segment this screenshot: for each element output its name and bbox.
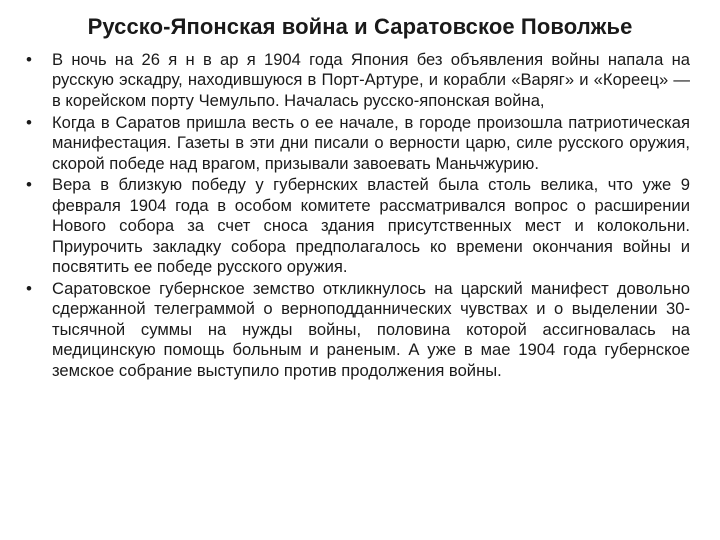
list-item bbox=[26, 175, 690, 277]
slide-title: Русско-Японская война и Саратовское Поволжье bbox=[87, 14, 633, 39]
bullet-icon: • bbox=[26, 112, 32, 132]
bullet-text: В ночь на 26 я н в ар я 1904 года Япония без объявления войны напала на русскую эскадру, находившуюся в Порт-Артуре, и корабли «Варяг» и «Кореец» — в корейском порту Чемульпо. Началась русско-японская война, bbox=[52, 50, 690, 110]
list-item bbox=[26, 50, 690, 111]
bullet-text: Вера в близкую победу у губернских властей была столь велика, что уже 9 февраля 1904 года в особом комитете рассматривался вопрос о расширении Нового собора за счет сноса здания присутственных мест и колокольни. Приурочить закладку собора предполагалось ко времени окончания войны и посвятить ее победе русского оружия. bbox=[52, 175, 690, 277]
bullet-icon: • bbox=[26, 278, 32, 298]
bullet-icon: • bbox=[26, 175, 32, 195]
bullet-text: Саратовское губернское земство откликнулось на царский манифест довольно сдержанной телеграммой о верноподданнических чувствах и о выделении 30-тысячной суммы на нужды войны, половина которой ассигновалась на медицинскую помощь больным и раненым. А уже в мае 1904 года губернское земское собрание выступило против продолжения войны. bbox=[52, 278, 690, 380]
bullet-icon: • bbox=[26, 50, 32, 69]
list-item bbox=[26, 279, 690, 381]
bullet-text: Когда в Саратов пришла весть о ее начале, в городе произошла патриотическая манифестация. Газеты в эти дни писали о верности царю, силе русского оружия, скорой победе над врагом, призывали завоевать Маньчжурию. bbox=[52, 112, 690, 173]
bullet-list bbox=[26, 50, 690, 383]
list-item bbox=[26, 113, 690, 174]
